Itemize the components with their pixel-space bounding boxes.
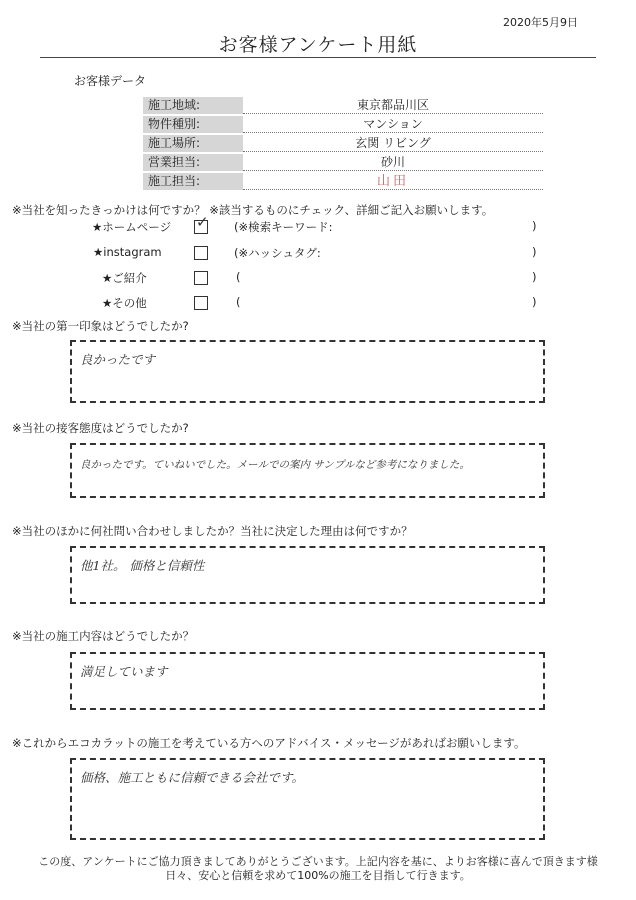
q4-question: ※当社のほかに何社問い合わせしましたか？当社に決定した理由は何ですか？	[12, 524, 413, 538]
q4-answer-box[interactable]	[70, 546, 545, 604]
row-label: 施工地域:	[143, 97, 243, 114]
option-homepage-label: ★ホームページ	[92, 220, 172, 234]
row-label: 施工場所:	[143, 135, 243, 152]
option-other-close: )	[532, 295, 537, 309]
q5-question: ※当社の施工内容はどうでしたか？	[12, 629, 195, 643]
q6-answer: 価格、施工ともに信頼できる会社です。	[80, 770, 305, 785]
row-value: 玄関 リビング	[243, 135, 543, 152]
customer-row-property-type	[143, 116, 543, 133]
survey-date: 2020年5月9日	[503, 16, 578, 29]
option-homepage-detail-label: (※検索キーワード:	[234, 220, 333, 234]
row-label: 施工担当:	[143, 173, 243, 190]
option-instagram-checkbox[interactable]	[194, 246, 208, 260]
page-title: お客様アンケート用紙	[218, 34, 418, 56]
q3-question: ※当社の接客態度はどうでしたか?	[12, 421, 189, 435]
option-referral-detail-label: (	[236, 270, 241, 284]
footer-line-1: この度、アンケートにご協力頂きましてありがとうございます。上記内容を基に、よりお客様に喜んで頂きます様	[38, 855, 598, 868]
q3-answer: 良かったです。ていねいでした。メールでの案内 サンプルなど参考になりました。	[80, 459, 470, 471]
row-value: 東京都品川区	[243, 97, 543, 114]
q1-question: ※当社を知ったきっかけは何ですか？ ※該当するものにチェック、詳細ご記入お願いします。	[12, 203, 494, 217]
option-referral-label: ★ご紹介	[102, 271, 147, 285]
row-value: マンション	[243, 116, 543, 133]
footer-message	[0, 855, 636, 883]
option-homepage-close: )	[532, 219, 537, 233]
q2-answer: 良かったです	[80, 352, 156, 367]
row-label: 営業担当:	[143, 154, 243, 171]
q3-answer-box[interactable]	[70, 443, 545, 498]
q6-answer-box[interactable]	[70, 758, 545, 840]
option-referral-checkbox[interactable]	[194, 271, 208, 285]
title-underline	[40, 57, 596, 58]
installer-signature: 山田	[243, 173, 543, 190]
q5-answer-box[interactable]	[70, 652, 545, 710]
option-other-label: ★その他	[102, 296, 147, 310]
row-value: 砂川	[243, 154, 543, 171]
q4-answer: 他1社。 価格と信頼性	[80, 558, 205, 573]
option-referral-close: )	[532, 270, 537, 284]
option-other-checkbox[interactable]	[194, 296, 208, 310]
option-instagram-detail-label: (※ハッシュタグ:	[234, 246, 321, 260]
customer-data-heading: お客様データ	[74, 74, 147, 88]
option-homepage-checkbox[interactable]	[194, 213, 209, 234]
option-instagram-label: ★instagram	[93, 245, 162, 259]
q2-question: ※当社の第一印象はどうでしたか?	[12, 319, 189, 333]
customer-row-installer	[143, 173, 543, 190]
customer-row-sales-staff	[143, 154, 543, 171]
option-other-detail-label: (	[236, 295, 241, 309]
customer-row-location	[143, 135, 543, 152]
q6-question: ※これからエコカラットの施工を考えている方へのアドバイス・メッセージがあればお願いします。	[12, 736, 526, 750]
row-label: 物件種別:	[143, 116, 243, 133]
q2-answer-box[interactable]	[70, 340, 545, 403]
customer-row-area	[143, 97, 543, 114]
option-instagram-close: )	[532, 245, 537, 259]
check-mark-icon: ✓	[196, 213, 209, 231]
q5-answer: 満足しています	[80, 664, 168, 679]
footer-line-2: 日々、安心と信頼を求めて100%の施工を目指して行きます。	[165, 869, 471, 882]
